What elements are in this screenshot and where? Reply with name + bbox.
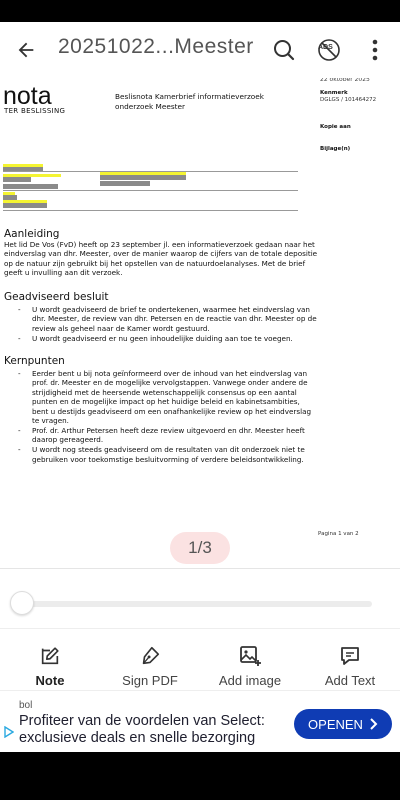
list-item: - U wordt geadviseerd er nu geen inhoudelijke duiding aan toe te voegen. [18, 334, 318, 343]
bullet-list [18, 369, 318, 465]
add-image-icon [238, 644, 262, 668]
page-scrubber [0, 568, 400, 628]
document-title: 20251022...Meester [58, 35, 254, 58]
form-rule [3, 210, 298, 211]
status-bar [0, 0, 400, 22]
ads-label: ADS [318, 44, 333, 51]
arrow-left-icon [15, 39, 37, 61]
page-indicator: 1/3 [170, 532, 230, 564]
document-date: 22 oktober 2025 [320, 78, 370, 83]
add-text-button[interactable] [315, 629, 385, 691]
scrubber-thumb[interactable] [10, 591, 34, 615]
remove-ads-button[interactable] [309, 30, 349, 70]
section-heading: Kernpunten [4, 355, 65, 367]
scrubber-track[interactable] [22, 601, 372, 607]
add-image-label: Add image [218, 673, 282, 688]
pdf-viewer[interactable] [0, 78, 400, 568]
redaction-block [3, 177, 31, 182]
search-button[interactable] [264, 30, 304, 70]
redaction-block [3, 184, 58, 189]
ad-text: Profiteer van de voordelen van Select: exclusieve deals en snelle bezorging [19, 713, 265, 746]
list-item: - Eerder bent u bij nota geïnformeerd over de inhoud van het eindverslag van prof. dr. Meester en de mogelijke vervolgstappen. Vanwege onder andere de strijdigheid met de heersende wetenschappelijk consensus op een aantal punten en de mogelijke impact op het huidige beleid en kabinetsambities, bent u destijds geadviseerd om een onafhankelijke review op het eindverslag te vragen. [18, 369, 318, 425]
search-icon [272, 38, 296, 62]
ad-banner[interactable] [0, 690, 400, 752]
back-button[interactable] [6, 30, 46, 70]
list-item: - U wordt nog steeds geadviseerd om de resultaten van dit onderzoek niet te gebruiken voor toekomstige besluitvorming of verdere beleidsontwikkeling. [18, 445, 318, 464]
section-heading: Aanleiding [4, 228, 60, 240]
kenmerk-label: Kenmerk [320, 90, 348, 96]
bijlage-label: Bijlage(n) [320, 146, 351, 152]
redaction-block [100, 175, 186, 180]
bottom-toolbar [0, 628, 400, 690]
note-label: Note [35, 673, 65, 688]
document-header-title: Beslisnota Kamerbrief informatieverzoek onderzoek Meester [115, 92, 264, 111]
section-heading: Geadviseerd besluit [4, 291, 109, 303]
add-image-button[interactable] [210, 629, 290, 691]
bullet-list [18, 305, 318, 344]
add-text-icon [338, 644, 362, 668]
edit-note-icon [39, 645, 61, 667]
app-bar [0, 22, 400, 78]
sign-pdf-button[interactable] [115, 629, 185, 691]
redaction-block [3, 203, 47, 208]
document-logo: nota [3, 82, 52, 110]
section-paragraph: Het lid De Vos (FvD) heeft op 23 september jl. een informatieverzoek gedaan naar het eindverslag van dhr. Meester, over de manier waarop de cijfers van de totale depositie op de natuur zijn gebruikt bij het opstellen van de natuurdoelanalyses. Met de brief geeft u invulling aan dit verzoek. [4, 240, 318, 278]
chevron-right-icon [369, 718, 378, 730]
more-vert-icon [372, 39, 378, 61]
kenmerk-value: DGLGS / 101464272 [320, 97, 377, 103]
pdf-page [0, 78, 400, 568]
ad-open-button[interactable] [294, 709, 392, 739]
form-rule [3, 190, 298, 191]
document-type: TER BESLISSING [4, 107, 66, 115]
ad-brand: bol [19, 700, 33, 711]
pen-sign-icon [139, 645, 161, 667]
sign-pdf-label: Sign PDF [122, 673, 178, 688]
kopie-label: Kopie aan [320, 124, 351, 130]
list-item: - Prof. dr. Arthur Petersen heeft deze review uitgevoerd en dhr. Meester heeft daarop gereageerd. [18, 426, 318, 445]
note-button[interactable] [20, 629, 80, 691]
list-item: - U wordt geadviseerd de brief te ondertekenen, waarmee het eindverslag van dhr. Meester, de review van dhr. Petersen en de reactie van dhr. Meester op de review als geheel naar de Kamer wordt gestuurd. [18, 305, 318, 333]
redaction-block [100, 181, 150, 186]
add-text-label: Add Text [324, 673, 376, 688]
more-options-button[interactable] [355, 30, 395, 70]
page-footer: Pagina 1 van 2 [318, 531, 359, 537]
system-nav-bar [0, 752, 400, 800]
adchoices-icon[interactable] [4, 725, 14, 743]
ad-open-label: OPENEN [308, 716, 363, 732]
